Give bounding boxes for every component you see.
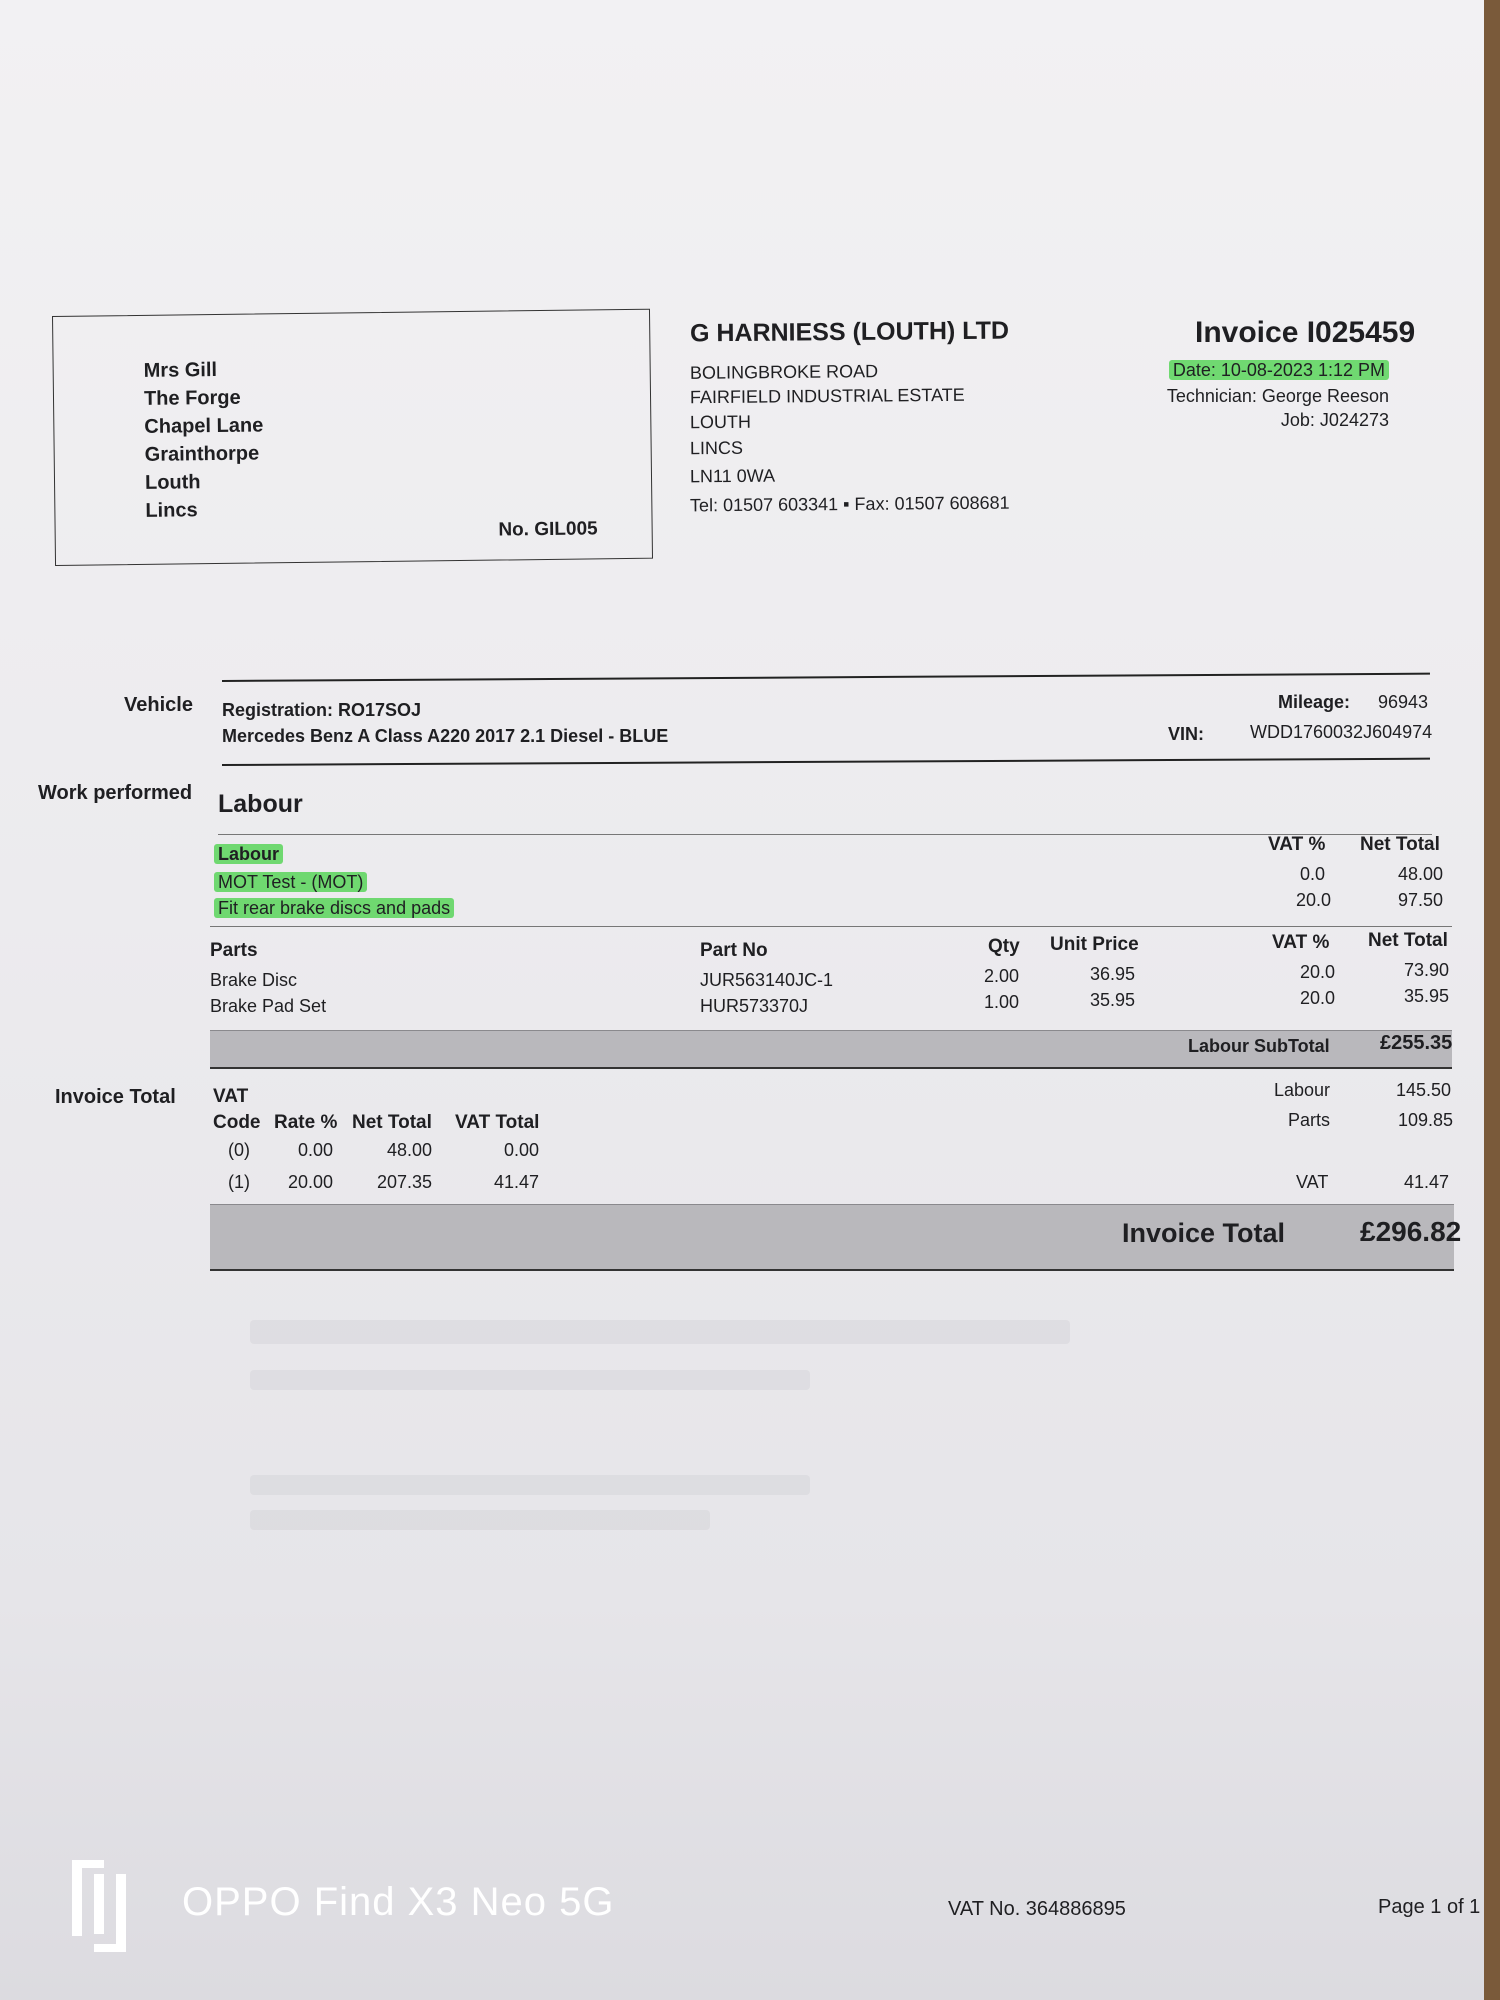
part-number: JUR563140JC-1: [700, 970, 834, 990]
vat-net-header: Net Total: [352, 1112, 432, 1133]
company-address-line: LOUTH: [689, 411, 752, 433]
part-description: Brake Disc: [210, 970, 298, 990]
part-qty: 1.00: [984, 992, 1020, 1012]
company-address-line: BOLINGBROKE ROAD: [689, 361, 879, 383]
vehicle-description: Mercedes Benz A Class A220 2017 2.1 Diesel - BLUE: [222, 726, 669, 746]
totals-parts-label: Parts: [1288, 1110, 1331, 1130]
page-number: Page 1 of 1: [1378, 1896, 1481, 1918]
vat-row-vat: 41.47: [494, 1172, 540, 1192]
vehicle-section-label: Vehicle: [124, 694, 193, 716]
customer-name: Mrs Gill: [143, 358, 218, 382]
labour-item-net: 48.00: [1398, 864, 1444, 884]
customer-address-line: Chapel Lane: [144, 414, 264, 438]
vat-number: VAT No. 364886895: [948, 1898, 1126, 1920]
part-number: HUR573370J: [700, 996, 809, 1016]
totals-labour-value: 145.50: [1396, 1080, 1452, 1100]
subtotal-value: £255.35: [1380, 1032, 1453, 1054]
vat-row-rate: 20.00: [288, 1172, 334, 1192]
vat-rate-header: Rate %: [274, 1112, 338, 1133]
labour-item-vat: 20.0: [1296, 890, 1332, 910]
labour-item-description: [214, 898, 454, 919]
vin-value: WDD1760032J604974: [1250, 722, 1433, 742]
labour-item-vat: 0.0: [1300, 864, 1326, 884]
invoice-number: Invoice I025459: [1195, 316, 1416, 349]
customer-account-number: No. GIL005: [498, 518, 598, 541]
parts-net-header: Net Total: [1368, 930, 1448, 951]
labour-item-description: [214, 872, 367, 893]
labour-item-text: Fit rear brake discs and pads: [214, 898, 454, 918]
parts-rule: [210, 926, 1452, 927]
invoice-total-section-label: Invoice Total: [55, 1086, 176, 1108]
vehicle-bottom-rule: [222, 758, 1430, 766]
labour-heading: Labour: [218, 790, 303, 818]
parts-header: Parts: [210, 940, 258, 961]
labour-column-header: [214, 844, 283, 865]
labour-rule: [218, 834, 1432, 835]
totals-labour-label: Labour: [1274, 1080, 1331, 1100]
unit-price-header: Unit Price: [1050, 934, 1139, 955]
mileage-value: 96943: [1378, 692, 1429, 712]
labour-header-text: Labour: [214, 844, 283, 864]
vat-code-header: Code: [213, 1112, 261, 1133]
part-net: 35.95: [1404, 986, 1450, 1006]
vat-total-header: VAT Total: [455, 1112, 540, 1133]
part-no-header: Part No: [700, 940, 768, 961]
company-name: G HARNIESS (LOUTH) LTD: [689, 316, 1010, 348]
subtotal-label: Labour SubTotal: [1188, 1036, 1330, 1056]
labour-item-net: 97.50: [1398, 890, 1444, 910]
camera-logo-icon: [70, 1858, 130, 1954]
part-unit-price: 36.95: [1090, 964, 1136, 984]
totals-vat-value: 41.47: [1404, 1172, 1450, 1192]
totals-vat-label: VAT: [1296, 1172, 1329, 1192]
vin-label: VIN:: [1168, 724, 1204, 744]
vat-row-net: 207.35: [377, 1172, 433, 1192]
part-vat: 20.0: [1300, 962, 1336, 982]
vat-row-net: 48.00: [387, 1140, 433, 1160]
job-number: Job: J024273: [1280, 410, 1389, 430]
company-address-line: FAIRFIELD INDUSTRIAL ESTATE: [689, 384, 965, 408]
part-unit-price: 35.95: [1090, 990, 1136, 1010]
company-address-line: LN11 0WA: [689, 465, 776, 487]
customer-address-line: The Forge: [143, 386, 241, 410]
customer-address-line: Louth: [144, 471, 201, 494]
invoice-total-value: £296.82: [1360, 1216, 1462, 1247]
invoice-date: [1169, 360, 1389, 381]
show-through-ghost: [250, 1510, 710, 1530]
mileage-label: Mileage:: [1278, 692, 1351, 712]
part-net: 73.90: [1404, 960, 1450, 980]
vat-row-vat: 0.00: [504, 1140, 540, 1160]
vat-row-code: (1): [228, 1172, 250, 1192]
company-contact: Tel: 01507 603341 ▪ Fax: 01507 608681: [689, 492, 1010, 516]
show-through-ghost: [250, 1475, 810, 1495]
vat-row-rate: 0.00: [298, 1140, 334, 1160]
parts-vat-header: VAT %: [1272, 932, 1330, 953]
work-performed-label: Work performed: [38, 782, 193, 804]
camera-watermark: OPPO Find X3 Neo 5G: [182, 1880, 615, 1924]
vat-table-title: VAT: [213, 1086, 249, 1107]
vehicle-top-rule: [222, 673, 1430, 682]
invoice-total-label: Invoice Total: [1122, 1218, 1286, 1248]
customer-address-box: [52, 309, 653, 566]
qty-header: Qty: [988, 936, 1020, 957]
customer-address-line: Lincs: [145, 499, 198, 522]
labour-net-header: Net Total: [1360, 834, 1440, 855]
invoice-date-text: Date: 10-08-2023 1:12 PM: [1169, 360, 1389, 380]
part-qty: 2.00: [984, 966, 1020, 986]
technician: Technician: George Reeson: [1166, 386, 1389, 406]
totals-parts-value: 109.85: [1398, 1110, 1454, 1130]
customer-address-line: Grainthorpe: [144, 442, 260, 466]
vat-row-code: (0): [228, 1140, 250, 1160]
labour-item-text: MOT Test - (MOT): [214, 872, 367, 892]
part-description: Brake Pad Set: [210, 996, 327, 1016]
vehicle-registration: Registration: RO17SOJ: [222, 700, 422, 720]
show-through-ghost: [250, 1370, 810, 1390]
company-address-line: LINCS: [689, 437, 744, 459]
show-through-ghost: [250, 1320, 1070, 1344]
part-vat: 20.0: [1300, 988, 1336, 1008]
labour-vat-header: VAT %: [1268, 834, 1326, 855]
